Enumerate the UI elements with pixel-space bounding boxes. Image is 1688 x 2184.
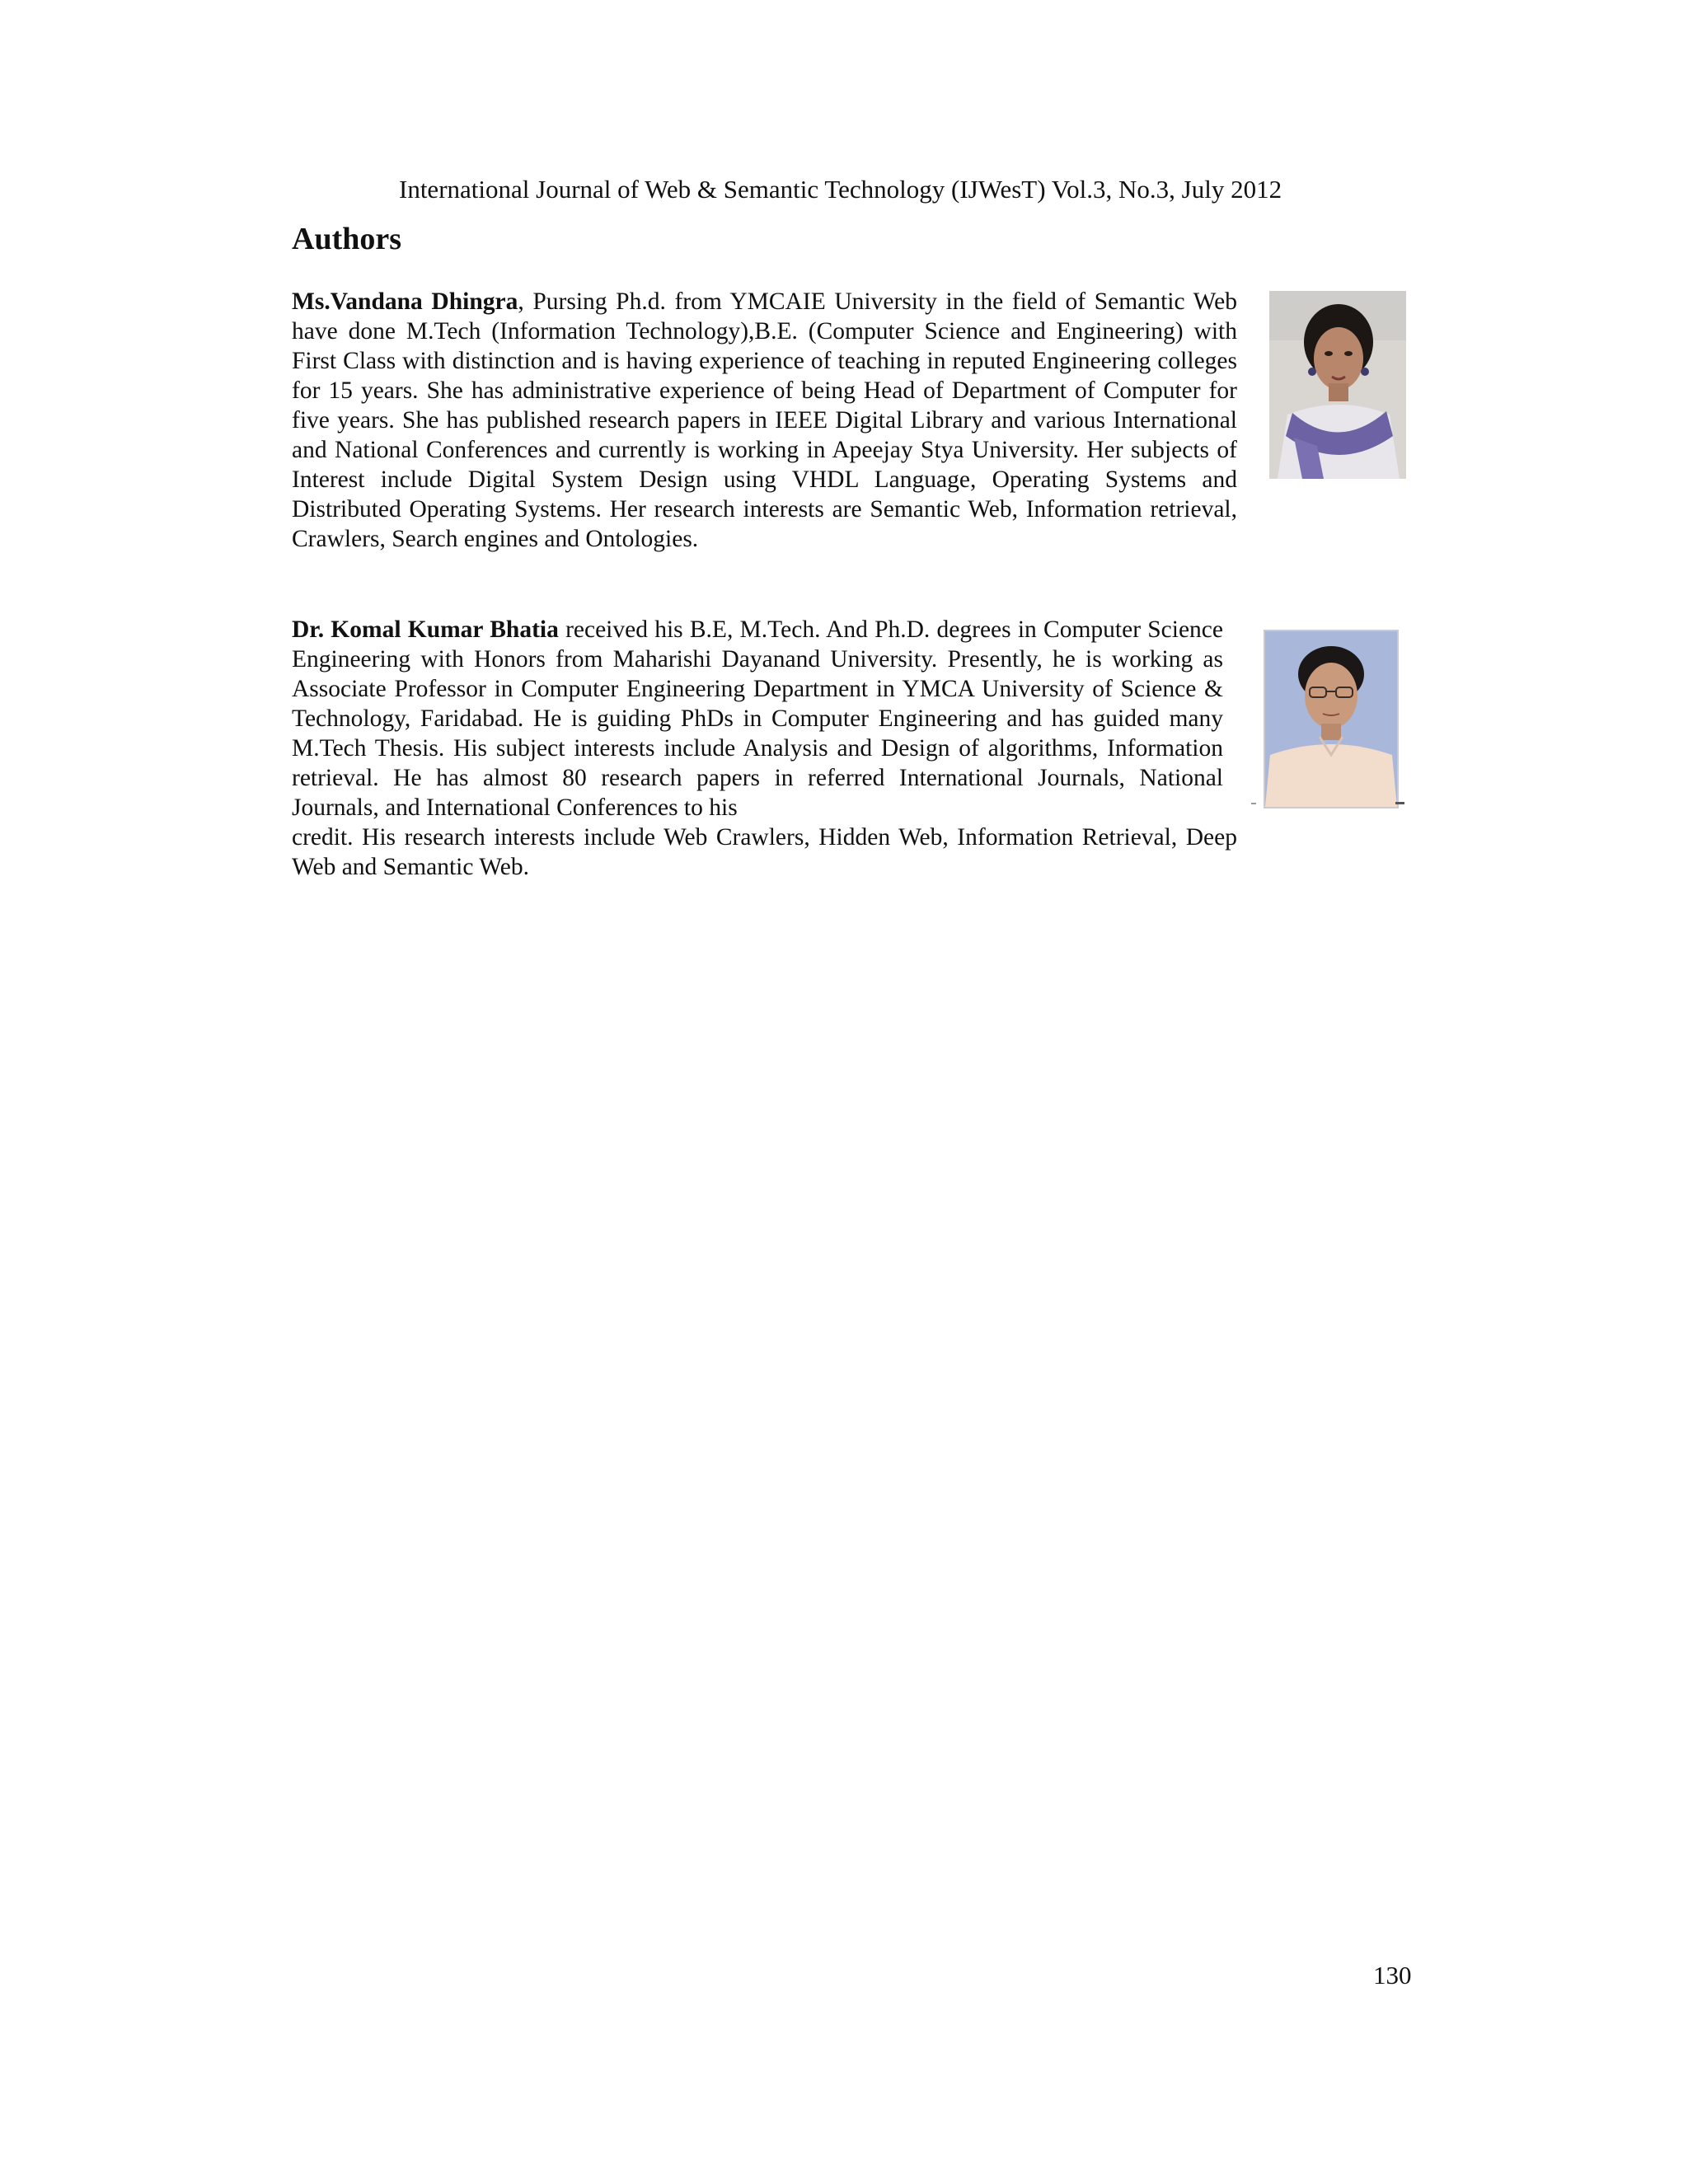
author-photo (1264, 630, 1399, 808)
section-heading: Authors (292, 222, 402, 256)
author-bio-text: , Pursing Ph.d. from YMCAIE University in the field of Semantic Web have done M.Tech (Information Technology),B.E. (Computer Science and Engineering) with First Class with distinction and is having experience of teaching in reputed Engineering colleges for 15 years. She has administrative experience of being Head of Department of Computer for five years. She has published research papers in IEEE Digital Library and various International and National Conferences and currently is working in Apeejay Stya University. Her subjects of Interest include Digital System Design using VHDL Language, Operating Systems and Distributed Operating Systems. Her research interests are Semantic Web, Information retrieval, Crawlers, Search engines and Ontologies. (292, 288, 1237, 552)
photo-mark (1251, 803, 1256, 804)
photo-mark (1395, 802, 1404, 804)
page-number: 130 (1373, 1961, 1412, 1990)
author-photo (1269, 291, 1406, 479)
running-header: International Journal of Web & Semantic Technology (IJWesT) Vol.3, No.3, July 2012 (399, 175, 1282, 204)
author-bio (292, 287, 1237, 554)
author-name: Ms.Vandana Dhingra (292, 288, 518, 315)
author-bio-text-continued: credit. His research interests include Web Crawlers, Hidden Web, Information Retrieval, Deep Web and Semantic Web. (292, 824, 1237, 880)
author-name: Dr. Komal Kumar Bhatia (292, 616, 559, 643)
author-bio (292, 615, 1237, 882)
author-bio-text: received his B.E, M.Tech. And Ph.D. degrees in Computer Science Engineering with Honors from Maharishi Dayanand University. Presently, he is working as Associate Professor in Computer Engineering Department in YMCA University of Science & Technology, Faridabad. He is guiding PhDs in Computer Engineering and has guided many M.Tech Thesis. His subject interests include Analysis and Design of algorithms, Information retrieval. He has almost 80 research papers in referred International Journals, National Journals, and International Conferences to his (292, 616, 1223, 821)
